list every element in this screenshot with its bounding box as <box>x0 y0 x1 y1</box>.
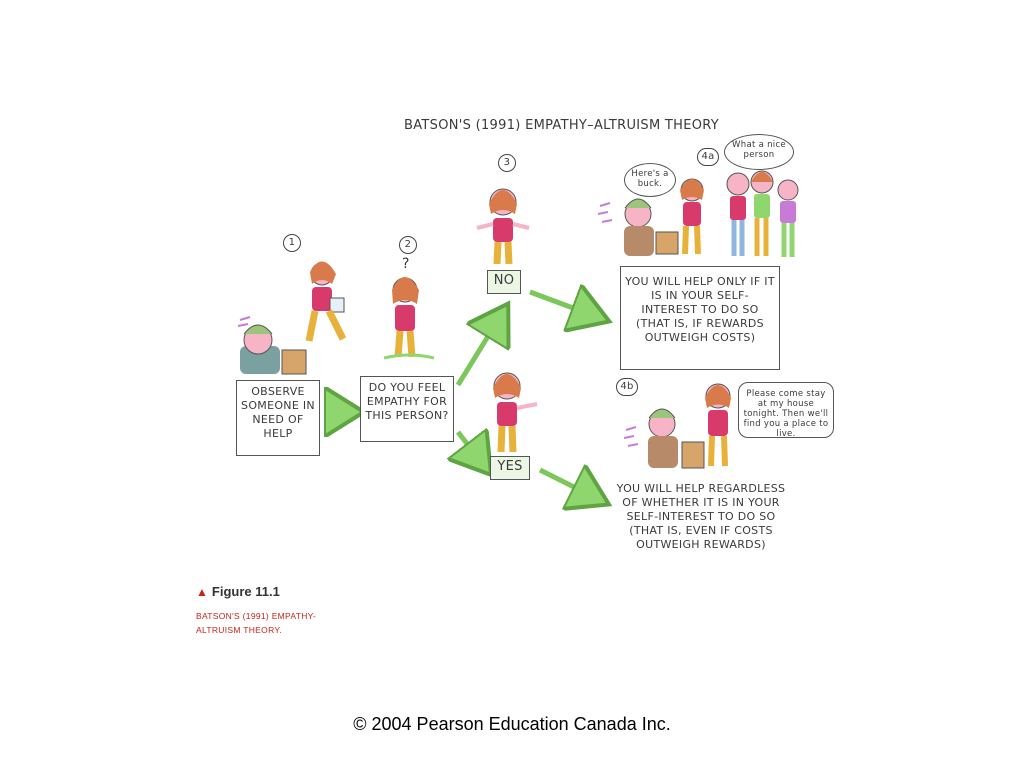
step-number-4a: 4a <box>697 148 719 166</box>
woman-no-figure <box>477 189 529 264</box>
figure-caption-text: BATSON'S (1991) EMPATHY-ALTRUISM THEORY. <box>196 611 316 635</box>
no-answer-box: NO <box>487 270 521 294</box>
step-number-3: 3 <box>498 154 516 172</box>
observe-box: OBSERVE SOMEONE IN NEED OF HELP <box>236 380 320 456</box>
arrow-yes-to-outcome <box>540 470 600 500</box>
arrow-no-to-outcome <box>530 292 600 318</box>
woman-thinking-figure <box>384 277 434 358</box>
speech-bubble-heres-a-buck: Here's a buck. <box>624 163 676 197</box>
needy-man-figure-1 <box>238 317 306 374</box>
outcome-no-box: YOU WILL HELP ONLY IF IT IS IN YOUR SELF-INTEREST TO DO SO (THAT IS, IF REWARDS OUTWEIGH COSTS) <box>620 266 780 370</box>
woman-yes-figure <box>493 373 537 452</box>
figure-label <box>196 584 396 599</box>
yes-answer-box: YES <box>490 456 530 480</box>
outcome-yes-text: YOU WILL HELP REGARDLESS OF WHETHER IT IS IN YOUR SELF-INTEREST TO DO SO (THAT IS, EVEN IF COSTS OUTWEIGH REWARDS) <box>616 482 786 551</box>
speech-bubble-please-come-stay: Please come stay at my house tonight. Then we'll find you a place to live. <box>738 382 834 438</box>
step-number-2: 2 <box>399 236 417 254</box>
question-mark: ? <box>402 256 410 272</box>
figure-caption <box>196 584 396 637</box>
woman-walking-figure <box>309 261 344 341</box>
empathy-question-box: DO YOU FEEL EMPATHY FOR THIS PERSON? <box>360 376 454 442</box>
figure-label-text: Figure 11.1 <box>211 584 280 599</box>
arrow-empathy-to-no <box>458 312 503 385</box>
speech-bubble-what-a-nice-person: What a nice person <box>724 134 794 170</box>
triangle-marker-icon: ▲ <box>196 585 208 599</box>
panel-4b-illustration <box>624 384 731 468</box>
diagram-title: BATSON'S (1991) EMPATHY–ALTRUISM THEORY <box>404 118 720 133</box>
step-number-4b: 4b <box>616 378 638 396</box>
step-number-1: 1 <box>283 234 301 252</box>
arrow-empathy-to-yes <box>458 432 485 467</box>
copyright-notice: © 2004 Pearson Education Canada Inc. <box>353 714 671 734</box>
